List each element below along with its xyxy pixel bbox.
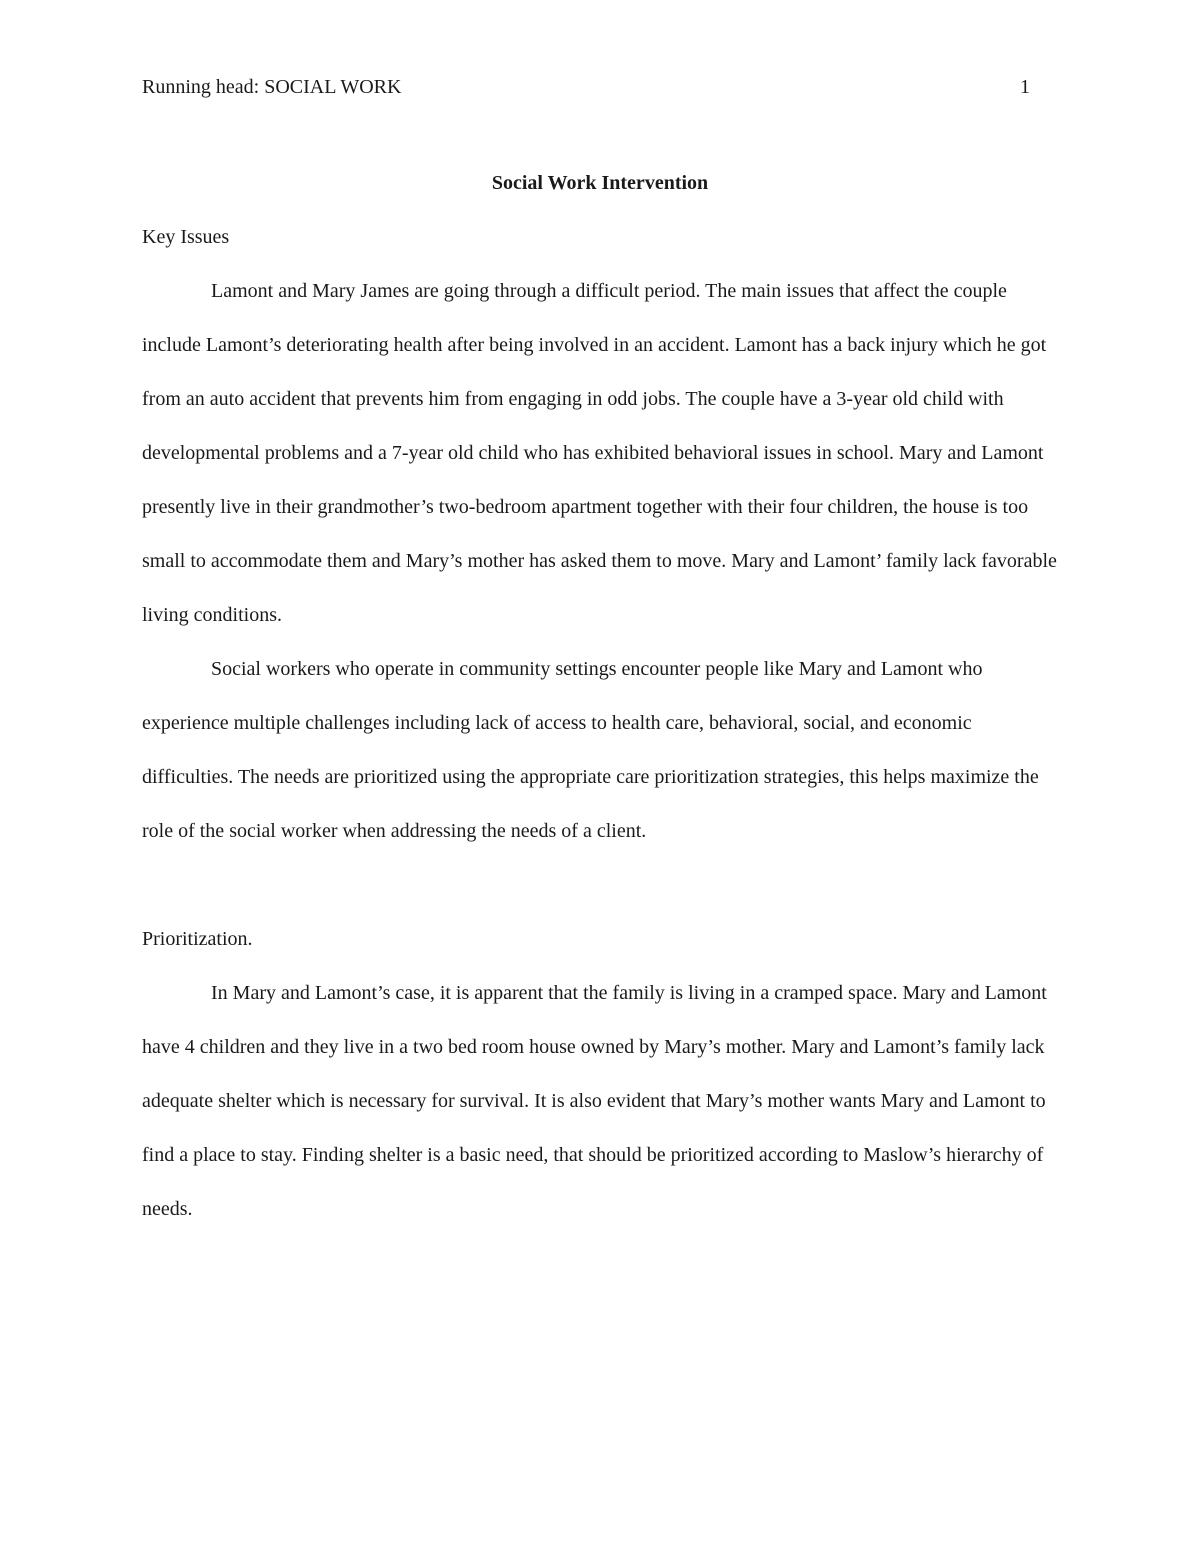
document-title: Social Work Intervention: [491, 172, 709, 194]
section-gap: [142, 858, 1066, 912]
running-head: Running head: SOCIAL WORK: [142, 76, 402, 98]
paragraph: Social workers who operate in community settings encounter people like Mary and Lamont who experience multiple challenges including lack of access to health care, behavioral, social, and economic difficulties. The needs are prioritized using the appropriate care prioritization strategies, this helps maximize the role of the social worker when addressing the needs of a client.: [142, 658, 1039, 842]
document-body: [142, 156, 1066, 1236]
page-header: [142, 72, 1030, 102]
paragraph: Lamont and Mary James are going through a difficult period. The main issues that affect the couple include Lamont’s deteriorating health after being involved in an accident. Lamont has a back injury which he got from an auto accident that prevents him from engaging in odd jobs. The couple have a 3-year old child with developmental problems and a 7-year old child who has exhibited behavioral issues in school. Mary and Lamont presently live in their grandmother’s two-bedroom apartment together with their four children, the house is too small to accommodate them and Mary’s mother has asked them to move. Mary and Lamont’ family lack favorable living conditions.: [142, 280, 1057, 626]
page-number: 1: [1020, 76, 1030, 98]
section-heading-prioritization: Prioritization.: [142, 928, 253, 950]
paragraph: In Mary and Lamont’s case, it is apparent that the family is living in a cramped space. Mary and Lamont have 4 children and they live in a two bed room house owned by Mary’s mother. Mary and Lamont’s family lack adequate shelter which is necessary for survival. It is also evident that Mary’s mother wants Mary and Lamont to find a place to stay. Finding shelter is a basic need, that should be prioritized according to Maslow’s hierarchy of needs.: [142, 982, 1047, 1220]
section-heading-key-issues: Key Issues: [142, 226, 230, 248]
